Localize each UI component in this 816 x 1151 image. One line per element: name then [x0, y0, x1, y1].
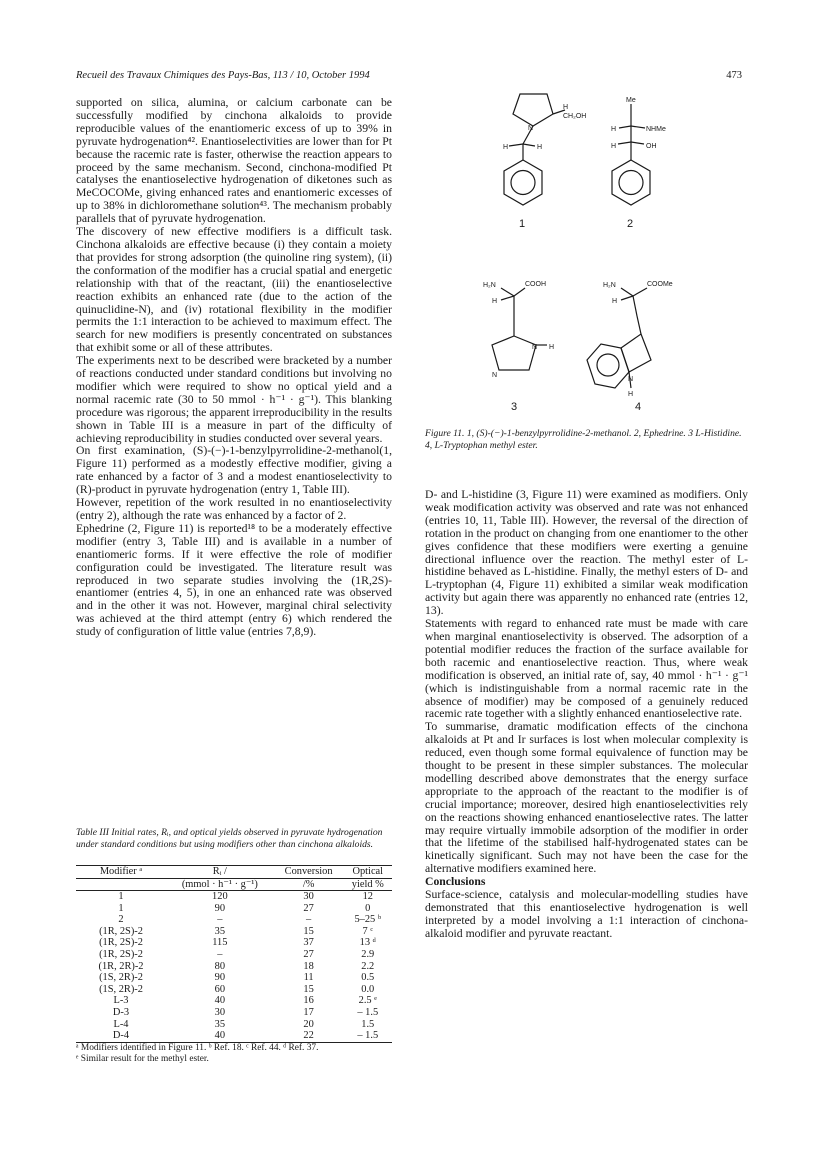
cell-conversion: – — [306, 914, 312, 926]
paragraph: supported on silica, alumina, or calcium carbonate can be successfully modified by cinchona alkaloids to provide reproducible values of the enantiomeric excess of up to 39% in pyruvate hydrogenation⁴². Enantioselectivities are lower than for Pt because the racemic rate is faster, otherwise the reaction appears to proceed by the same mechanism. Second, cinchona-modified Pt catalyses the enantioselective hydrogenation of diketones such as MeCOCOMe, giving enhanced rates and enantiomeric excesses of up to 38% in dichloromethane solution⁴³. The mechanism probably parallels that of pyruvate hydrogenation. — [76, 96, 392, 226]
atom-label-h: H — [628, 391, 634, 398]
compound-3-structure — [492, 288, 547, 370]
table-row — [76, 1007, 392, 1019]
cell-rate: 90 — [214, 902, 226, 914]
cell-modifier: L-3 — [113, 995, 129, 1007]
table-row — [76, 995, 392, 1007]
table-header-units-row — [76, 878, 392, 891]
paragraph: D- and L-histidine (3, Figure 11) were examined as modifiers. Only weak modification activity was observed and rate was not enhanced (entries 10, 11, Table III). However, the reversal of the direction of rotation in the product on changing from one enantiomer to the other gives confidence that these modifiers were exerting a genuine directional influence over the reaction. The methyl ester of L-histidine behaved as L-histidine. Finally, the methyl esters of D- and L-tryptophan (4, Figure 11) exhibited a similar weak modification activity but again there was apparently no enhanced rate (entries 12, 13). — [425, 488, 748, 618]
atom-label-coome: COOMe — [647, 281, 673, 288]
atom-label-n: N — [528, 125, 534, 132]
cell-conversion: 37 — [303, 937, 314, 949]
cell-modifier: 1 — [118, 902, 124, 914]
cell-modifier: (1S, 2R)-2 — [99, 983, 143, 995]
cell-conversion: 15 — [303, 925, 314, 937]
atom-label-me: Me — [626, 97, 636, 104]
table-row — [76, 961, 392, 973]
atom-label-h: H — [492, 298, 498, 305]
cell-rate: 115 — [212, 937, 228, 949]
footnote: ᵉ Similar result for the methyl ester. — [76, 1054, 209, 1064]
header-modifier: Modifier ᵃ — [99, 866, 143, 877]
paragraph: On first examination, (S)-(−)-1-benzylpyrrolidine-2-methanol(1, Figure 11) performed as a modestly effective modifier, giving a rate enhanced by a factor of 3 and a modest enantioselectivity to (R)-product in pyruvate hydrogenation (entry 1, Table III). — [76, 444, 392, 497]
cell-modifier: (1R, 2S)-2 — [99, 948, 143, 960]
atom-label-h: H — [611, 143, 617, 150]
cell-conversion: 15 — [303, 983, 314, 995]
right-column — [425, 489, 748, 941]
cell-optical: – 1.5 — [357, 1006, 379, 1018]
cell-optical: – 1.5 — [344, 1030, 392, 1042]
table-row — [76, 984, 392, 996]
cell-conversion: 20 — [303, 1018, 314, 1030]
table-row — [76, 914, 392, 926]
cell-rate: 120 — [212, 891, 228, 902]
cell-modifier: (1R, 2S)-2 — [99, 937, 143, 949]
table-row — [76, 949, 392, 961]
cell-conversion: 30 — [303, 891, 314, 902]
cell-rate: 90 — [214, 972, 226, 984]
atom-label-ch2oh: CH₂OH — [563, 113, 587, 120]
atom-label-h2n: H₂N — [483, 282, 496, 289]
cell-modifier: (1R, 2S)-2 — [99, 925, 143, 937]
cell-conversion: 11 — [303, 972, 314, 984]
paragraph: However, repetition of the work resulted in no enantioselectivity (entry 2), although the rate was enhanced by a factor of 2. — [76, 496, 392, 522]
running-header — [76, 70, 742, 86]
page-number: 473 — [726, 70, 742, 81]
section-title: Conclusions — [425, 875, 486, 889]
figure-11 — [425, 90, 755, 460]
table-row — [76, 1030, 392, 1042]
cell-rate: 40 — [214, 995, 226, 1007]
compound-label-1: 1 — [519, 218, 526, 230]
paragraph: The discovery of new effective modifiers is a difficult task. Cinchona alkaloids are effective because (i) they contain a moiety that provides for strong adsorption (the quinoline ring system), (ii) the conformation of the modifier has a crucial spatial and energetic relationship with that of the reactant, (iii) the enantioselective reaction exhibits an enhanced rate (due to the action of the quinuclidine-N), and (iv) rotational flexibility in the modifier permits the 1:1 interaction to be achieved to maximum effect. The search for new modifiers is presently concentrated on substances that exhibit some or all of these attributes. — [76, 225, 392, 355]
paragraph: Ephedrine (2, Figure 11) is reported¹⁸ to be a moderately effective modifier (entry 3, Table III) and is available in a number of enantiomeric forms. If it were effective the role of modifier configuration could be investigated. The literature result was reproduced in two separate studies involving the (1R,2S)-enantiomer (entries 4, 5), in one an enhanced rate was observed and in the other it was not. However, marginal chiral selectivity was achieved at the third attempt (entry 6) which rendered the study of configuration of little value (entries 7,8,9). — [76, 521, 392, 639]
atom-label-oh: OH — [646, 143, 657, 150]
footnote: ᵃ Modifiers identified in Figure 11. ᵇ Ref. 18. ᶜ Ref. 44. ᵈ Ref. 37. — [76, 1043, 319, 1053]
cell-modifier: (1R, 2R)-2 — [98, 960, 144, 972]
table-footnotes — [76, 1043, 394, 1065]
table-row — [76, 937, 392, 949]
left-column — [76, 97, 392, 639]
atom-label-h2n: H₂N — [603, 282, 616, 289]
cell-optical: 2.9 — [361, 948, 375, 960]
cell-optical: 7 ᶜ — [362, 925, 373, 937]
cell-modifier: (1S, 2R)-2 — [99, 972, 143, 984]
cell-optical: 0.5 — [361, 972, 375, 984]
cell-modifier: 2 — [118, 914, 124, 926]
cell-rate: 60 — [214, 983, 226, 995]
table-row — [76, 891, 392, 903]
cell-rate: – — [217, 948, 223, 960]
cell-conversion: 22 — [274, 1030, 344, 1042]
table-row — [76, 903, 392, 915]
figure-caption: Figure 11. 1, (S)-(−)-1-benzylpyrrolidine-2-methanol. 2, Ephedrine. 3 L-Histidine. 4, L-Tryptophan methyl ester. — [425, 428, 742, 451]
cell-conversion: 16 — [303, 995, 314, 1007]
header-rate: Rᵢ / — [212, 866, 227, 877]
paragraph: To summarise, dramatic modification effects of the cinchona alkaloids at Pt and Ir surfaces is lost when molecular complexity is reduced, even though some formal equivalence of function may be thought to be present in these simpler substances. The molecular modelling described above demonstrates that the energy surface appropriate to the approach of the reactant to the modifier is of crucial importance; moreover, desired high enantioselectivities rely on the reactions showing enhanced enantioselective rates. The latter may require virtually immobile adsorption of the modifier in order that the lifetime of the stabilised half-hydrogenated states can be kinetically significant. Such may not have been the case for the alternative modifiers examined here. — [425, 720, 748, 876]
cell-conversion: 18 — [303, 960, 314, 972]
cell-conversion: 17 — [303, 1006, 314, 1018]
paragraph: The experiments next to be described were bracketed by a number of reactions conducted under standard conditions but involving no modifier which were required to show no optical yield and a normal racemic rate (30 to 50 mmol · h⁻¹ · g⁻¹). This blanking procedure was rigorous; the apparent irreproducibility in the results shown in Table III is a measure in part of the difficulty of achieving reproducibility in studies conducted over several years. — [76, 354, 392, 445]
cell-optical: 5–25 ᵇ — [354, 914, 382, 926]
table-header-row — [76, 866, 392, 879]
cell-optical: 0 — [365, 902, 371, 914]
cell-optical: 12 — [362, 891, 373, 902]
atom-label-h: H — [503, 144, 509, 151]
atom-label-h: H — [563, 104, 569, 111]
structures-svg — [425, 90, 755, 430]
atom-label-h: H — [549, 344, 555, 351]
compound-1-structure — [504, 94, 565, 205]
cell-optical: 2.5 ᵉ — [358, 995, 377, 1007]
journal-title: Recueil des Travaux Chimiques des Pays-Bas, 113 / 10, October 1994 — [76, 70, 370, 81]
paragraph: Statements with regard to enhanced rate must be made with care when marginal enantioselectivity is observed. The adsorption of a potential modifier reduces the fraction of the surface available for both racemic and enantioselective reaction. Thus, where weak modification is observed, an initial rate of, say, 40 mmol · h⁻¹ · g⁻¹ (which is indistinguishable from a normal racemic rate in the absence of modifier) may be composed of a genuinely reduced racemic rate together with a slightly enhanced enantioselective rate. — [425, 617, 748, 721]
results-table — [76, 865, 392, 1043]
cell-modifier: 1 — [118, 891, 124, 902]
cell-modifier: L-4 — [113, 1018, 129, 1030]
header-optical-units: yield % — [351, 878, 384, 890]
cell-modifier: D-3 — [112, 1006, 130, 1018]
header-optical: Optical — [352, 866, 384, 877]
cell-optical: 13 ᵈ — [359, 937, 376, 949]
cell-modifier: D-4 — [76, 1030, 166, 1042]
cell-rate: 80 — [214, 960, 226, 972]
cell-rate: 30 — [214, 1006, 226, 1018]
atom-label-cooh: COOH — [525, 281, 546, 288]
compound-label-2: 2 — [627, 218, 634, 230]
header-conversion-units: /% — [302, 878, 315, 890]
atom-label-n: N — [628, 376, 634, 383]
table-row — [76, 972, 392, 984]
cell-optical: 2.2 — [361, 960, 375, 972]
cell-rate: 35 — [214, 1018, 226, 1030]
cell-rate: 35 — [214, 925, 226, 937]
compound-2-structure — [612, 104, 650, 205]
compound-label-3: 3 — [511, 401, 518, 413]
cell-optical: 0.0 — [361, 983, 375, 995]
compound-label-4: 4 — [635, 401, 642, 413]
atom-label-h: H — [611, 126, 617, 133]
atom-label-nhme: NHMe — [646, 126, 666, 133]
header-conversion: Conversion — [284, 866, 333, 877]
cell-optical: 1.5 — [361, 1018, 375, 1030]
atom-label-n: N — [492, 372, 498, 379]
cell-conversion: 27 — [303, 948, 314, 960]
cell-conversion: 27 — [303, 902, 314, 914]
table-row — [76, 1019, 392, 1031]
table-row — [76, 926, 392, 938]
compound-4-structure — [587, 288, 651, 388]
atom-label-n: N — [532, 344, 538, 351]
header-rate-units: (mmol · h⁻¹ · g⁻¹) — [181, 878, 258, 890]
atom-label-h: H — [537, 144, 543, 151]
table-caption: Table III Initial rates, Rᵢ, and optical yields observed in pyruvate hydrogenation under standard conditions but using modifiers other than cinchona alkaloids. — [76, 827, 383, 850]
atom-label-h: H — [612, 298, 618, 305]
cell-rate: – — [217, 914, 223, 926]
paragraph: Surface-science, catalysis and molecular-modelling studies have demonstrated that this enantioselective hydrogenation is well interpreted by a model involving a 1:1 interaction of cinchona-alkaloid modifier and pyruvate reactant. — [425, 888, 748, 940]
cell-rate: 40 — [166, 1030, 274, 1042]
